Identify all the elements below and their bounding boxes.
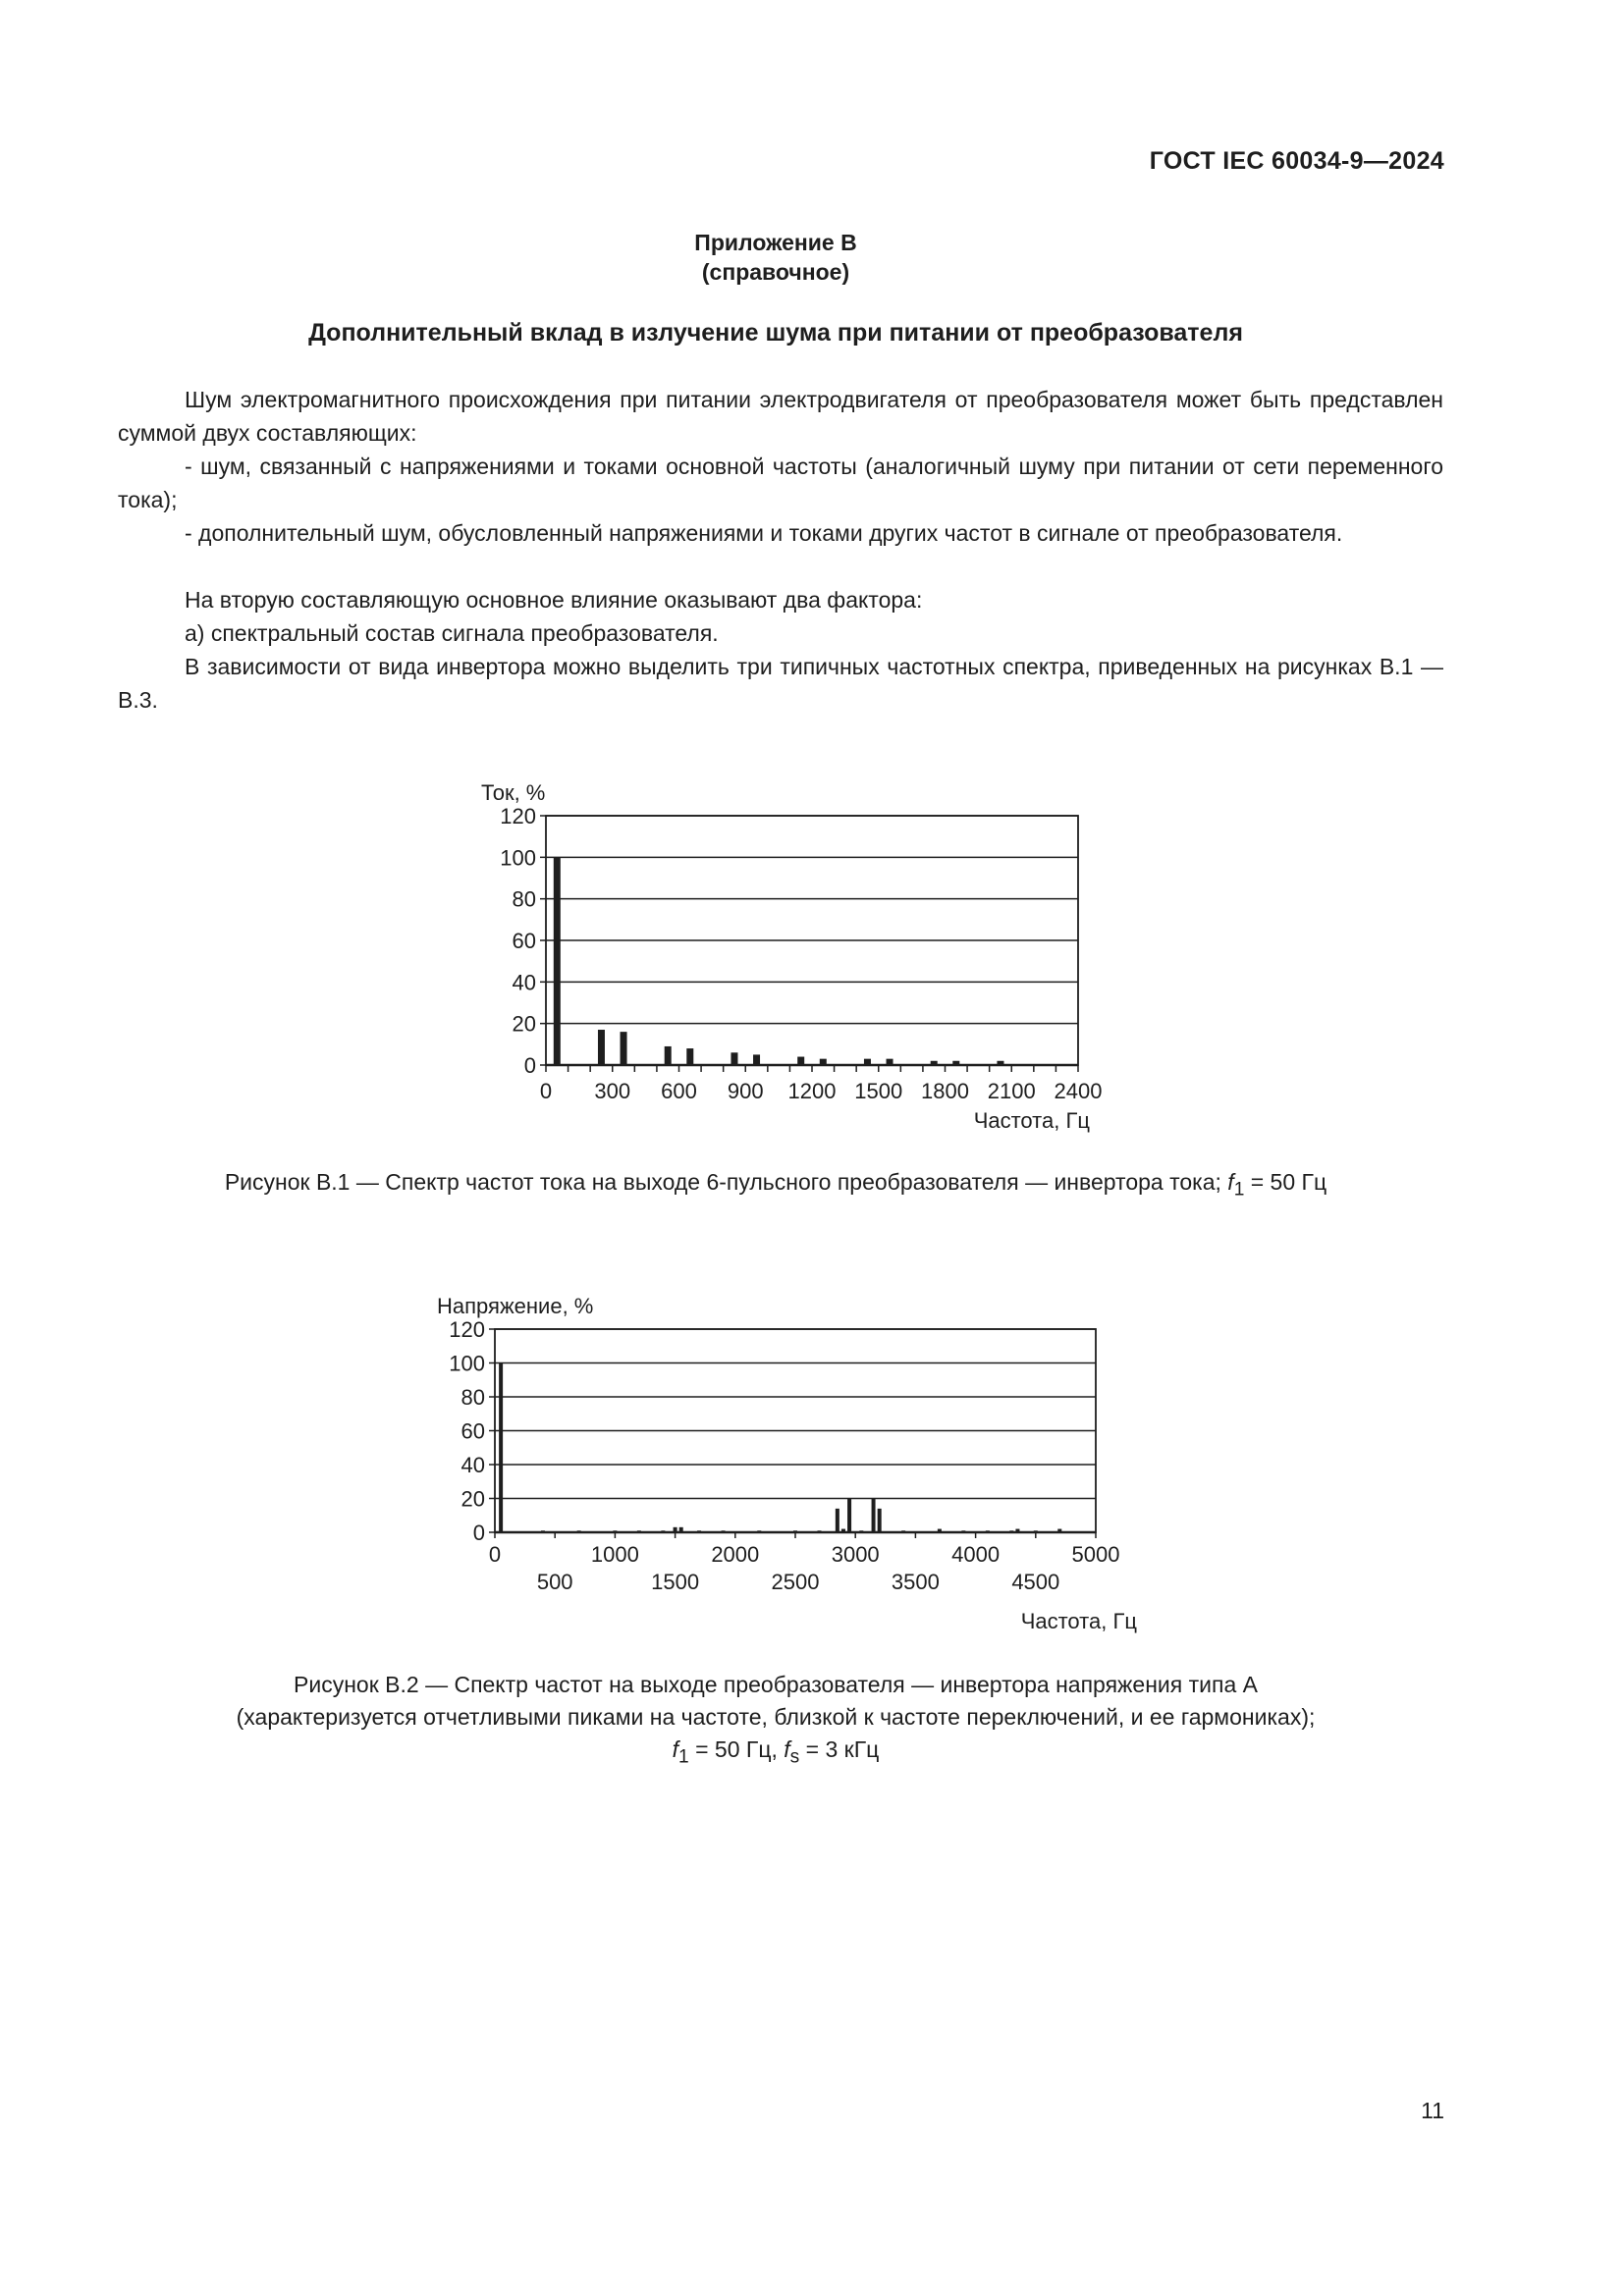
bar xyxy=(753,1054,760,1065)
bar xyxy=(836,1509,839,1532)
x-tick-label: 3000 xyxy=(831,1542,880,1567)
document-code: ГОСТ IEC 60034-9—2024 xyxy=(1149,147,1444,175)
paragraph: В зависимости от вида инвертора можно выделить три типичных частотных спектра, приведенных на рисунках В.1 — В.3. xyxy=(118,654,1443,713)
x-tick-label: 1000 xyxy=(590,1542,639,1567)
x-tick-label: 1500 xyxy=(854,1079,903,1103)
x-tick-label: 300 xyxy=(594,1079,631,1103)
y-tick-label: 100 xyxy=(449,1351,485,1376)
y-tick-label: 80 xyxy=(512,886,536,912)
x-tick-label: 2400 xyxy=(1054,1079,1103,1103)
figure-2-caption: Рисунок В.2 — Спектр частот на выходе преобразователя — инвертора напряжения типа А (характеризуется отчетливыми пиками на частоте, близкой к частоте переключений, и ее гармониках); $f_1 = 50$ Гц, $f_s = 3$ кГц xyxy=(236,1672,1316,1768)
y-tick-label: 120 xyxy=(500,804,536,828)
paragraph: Шум электромагнитного происхождения при питании электродвигателя от преобразователя может быть представлен суммой двух составляющих: xyxy=(118,387,1443,446)
page-number: 11 xyxy=(1421,2098,1444,2123)
bar xyxy=(686,1048,693,1065)
y-axis-label: Ток, % xyxy=(481,780,546,805)
y-tick-label: 80 xyxy=(460,1385,485,1410)
list-item: - шум, связанный с напряжениями и токами основной частоты (аналогичный шуму при питании от сети переменного тока); xyxy=(118,454,1443,512)
x-tick-label: 4000 xyxy=(951,1542,1001,1567)
x-tick-label: 0 xyxy=(488,1542,502,1567)
y-tick-label: 100 xyxy=(500,845,536,871)
x-tick-label: 900 xyxy=(727,1079,764,1103)
bar xyxy=(499,1363,503,1533)
figure-1-chart xyxy=(461,761,1110,1134)
y-tick-label: 40 xyxy=(460,1453,485,1477)
list-item: а) спектральный состав сигнала преобразователя. xyxy=(185,620,719,646)
bar xyxy=(731,1052,737,1065)
x-tick-label: 3500 xyxy=(891,1570,940,1594)
y-tick-label: 0 xyxy=(523,1053,536,1078)
x-tick-label: 0 xyxy=(539,1079,553,1103)
bar xyxy=(665,1046,672,1065)
x-tick-label: 2000 xyxy=(711,1542,760,1567)
figure-1-caption: Рисунок В.1 — Спектр частот тока на выходе 6-пульсного преобразователя — инвертора тока; $f_1 = 50$ Гц xyxy=(224,1169,1327,1201)
list-item: - дополнительный шум, обусловленный напряжениями и токами других частот в сигнале от преобразователя. xyxy=(185,520,1343,546)
y-axis-label: Напряжение, % xyxy=(437,1294,594,1318)
y-tick-label: 60 xyxy=(512,929,536,953)
x-axis-label: Частота, Гц xyxy=(973,1108,1090,1133)
bar xyxy=(872,1499,876,1533)
x-tick-label: 2100 xyxy=(987,1079,1036,1103)
bar xyxy=(598,1030,605,1065)
paragraph: На вторую составляющую основное влияние оказывают два фактора: xyxy=(185,587,923,613)
x-tick-label: 600 xyxy=(661,1079,697,1103)
y-tick-label: 20 xyxy=(460,1486,485,1512)
y-tick-label: 0 xyxy=(472,1521,485,1545)
x-tick-label: 1500 xyxy=(651,1570,700,1594)
y-tick-label: 20 xyxy=(512,1011,536,1037)
y-tick-label: 60 xyxy=(460,1418,485,1444)
y-tick-label: 40 xyxy=(512,970,536,995)
x-tick-label: 1200 xyxy=(787,1079,837,1103)
x-tick-label: 1800 xyxy=(921,1079,969,1103)
section-title: Дополнительный вклад в излучение шума при питании от преобразователя xyxy=(308,319,1243,347)
x-axis-label: Частота, Гц xyxy=(1020,1609,1137,1633)
appendix-status: (справочное) xyxy=(701,259,850,285)
appendix-label: Приложение В xyxy=(694,230,857,255)
bar xyxy=(878,1509,882,1532)
bar xyxy=(797,1057,804,1065)
bar xyxy=(621,1032,627,1065)
y-tick-label: 120 xyxy=(449,1317,485,1342)
x-tick-label: 4500 xyxy=(1011,1570,1060,1594)
bar xyxy=(554,857,561,1065)
x-tick-label: 2500 xyxy=(771,1570,820,1594)
appendix-title xyxy=(0,228,1551,287)
x-tick-label: 5000 xyxy=(1071,1542,1120,1567)
x-tick-label: 500 xyxy=(536,1570,573,1594)
bar xyxy=(847,1499,851,1533)
figure-2-chart xyxy=(422,1249,1149,1641)
